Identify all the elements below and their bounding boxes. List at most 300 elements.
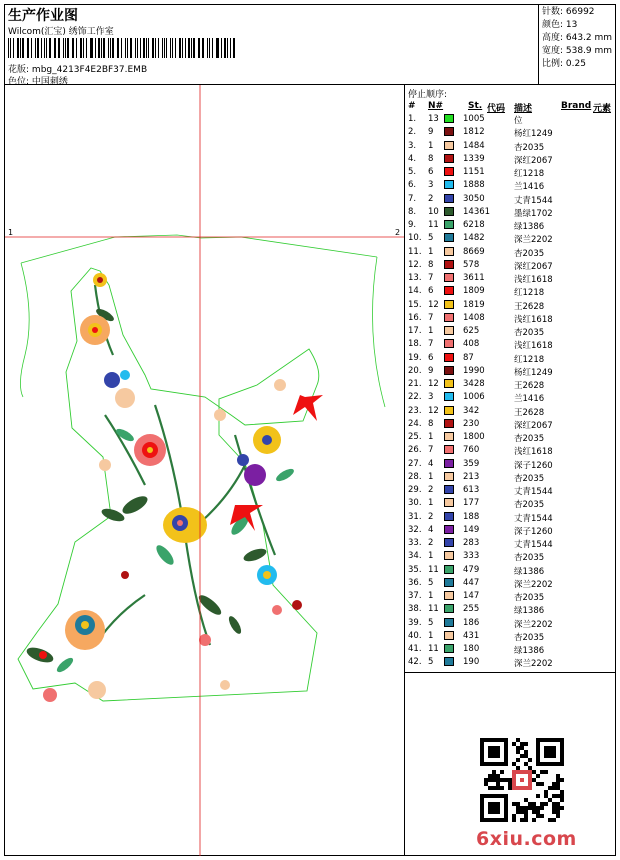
needle-number: 10 (428, 206, 439, 217)
barcode-bar (90, 38, 91, 58)
barcode-bar (121, 38, 122, 58)
stop-row (408, 391, 614, 404)
outline-armhole-left (20, 263, 29, 397)
thread-description: 杏2035 (514, 248, 545, 259)
barcode-bar (37, 38, 39, 58)
stop-row (408, 193, 614, 206)
barcode-bar (170, 38, 171, 58)
barcode-bar (44, 38, 45, 58)
qr-module (512, 802, 516, 806)
qr-module (488, 778, 492, 782)
stop-row (408, 405, 614, 418)
qr-module (492, 770, 496, 774)
stop-index: 42. (408, 657, 422, 668)
color-swatch (444, 657, 454, 666)
color-swatch (444, 114, 454, 123)
stop-row (408, 537, 614, 550)
thread-description: 浅红1618 (514, 447, 553, 458)
needle-number: 1 (428, 140, 434, 151)
stop-row (408, 153, 614, 166)
barcode-bar (212, 38, 213, 58)
barcode-bar (55, 38, 56, 58)
stitch-count: 188 (463, 511, 480, 522)
stop-row (408, 299, 614, 312)
barcode-bar (8, 38, 9, 58)
stop-row (408, 630, 614, 643)
qr-module (516, 802, 520, 806)
barcode-bar (207, 38, 208, 58)
needle-number: 8 (428, 418, 434, 429)
qr-module (548, 798, 552, 802)
barcode-bar (193, 38, 194, 58)
barcode-bar (135, 38, 136, 58)
needle-number: 2 (428, 511, 434, 522)
barcode-bar (221, 38, 222, 58)
barcode-bar (10, 38, 11, 58)
qr-module (516, 746, 520, 750)
barcode-bar (49, 38, 50, 58)
qr-module (512, 814, 516, 818)
stop-row (408, 325, 614, 338)
col-header-num: # (408, 101, 416, 111)
thread-description: 红1218 (514, 288, 545, 299)
barcode-bar (46, 38, 47, 58)
qr-module (560, 794, 564, 798)
barcode-bar (91, 38, 92, 58)
needle-number: 3 (428, 392, 434, 403)
qr-module (532, 778, 536, 782)
barcode-bar (76, 38, 77, 58)
stitch-count: 1809 (463, 286, 485, 297)
barcode-bar (158, 38, 159, 58)
thread-description: 深兰2202 (514, 235, 553, 246)
stitch-count: 213 (463, 471, 480, 482)
stitch-count: 1339 (463, 153, 485, 164)
stitch-count: 255 (463, 604, 480, 615)
stitch-count: 180 (463, 644, 480, 654)
qr-code (480, 738, 564, 822)
stop-index: 18. (408, 339, 422, 350)
needle-number: 7 (428, 339, 434, 350)
qr-module (540, 770, 544, 774)
qr-module (552, 786, 556, 790)
stop-index: 14. (408, 286, 422, 297)
stitch-count: 14361 (463, 206, 491, 217)
qr-module (556, 810, 560, 814)
barcode-bar (31, 38, 32, 58)
qr-module (532, 806, 536, 810)
qr-module (540, 782, 544, 786)
stop-index: 24. (408, 418, 422, 429)
needle-number: 5 (428, 233, 434, 244)
color-swatch (444, 591, 454, 600)
stitch-count: 1800 (463, 432, 485, 442)
color-swatch (444, 485, 454, 494)
stop-index: 11. (408, 246, 422, 257)
barcode-bar (54, 38, 55, 58)
stop-index: 20. (408, 365, 422, 376)
needle-number: 11 (428, 644, 439, 654)
stitch-count: 1990 (463, 365, 485, 376)
qr-module (560, 790, 564, 794)
thread-description: 位 (514, 116, 523, 126)
stop-row (408, 206, 614, 219)
garment-shape (18, 268, 319, 701)
stitch-count: 177 (463, 498, 480, 509)
stop-index: 5. (408, 167, 417, 177)
thread-description: 杏2035 (514, 142, 545, 153)
qr-module (520, 754, 524, 758)
stop-index: 23. (408, 405, 422, 416)
qr-module (536, 810, 540, 814)
col-header-code: 代码 (487, 104, 506, 114)
needle-number: 13 (428, 114, 439, 124)
thread-description: 杨红1249 (514, 129, 553, 140)
color-swatch (444, 551, 454, 560)
qr-module (524, 806, 528, 810)
stop-index: 26. (408, 445, 422, 456)
thread-description: 绿1386 (514, 566, 545, 577)
flower-blue-1 (104, 370, 130, 388)
qr-module (520, 818, 524, 822)
stop-row (408, 418, 614, 431)
needle-number: 3 (428, 180, 434, 191)
stop-index: 9. (408, 220, 417, 230)
stop-row (408, 140, 614, 153)
stop-row (408, 285, 614, 298)
qr-module (528, 802, 532, 806)
qr-module (528, 758, 532, 762)
barcode-bar (162, 38, 163, 58)
stop-row (408, 126, 614, 139)
stop-index: 17. (408, 326, 422, 336)
qr-module (520, 746, 524, 750)
thread-description: 杏2035 (514, 500, 545, 511)
watermark-logo: 6xiu.com (476, 828, 577, 850)
color-swatch (444, 644, 454, 653)
needle-number: 5 (428, 657, 434, 668)
stop-row (408, 259, 614, 272)
needle-number: 6 (428, 286, 434, 297)
flower-peach-left (80, 315, 110, 345)
stitch-count: 1482 (463, 233, 485, 244)
info-scale: 比例: 0.25 (542, 59, 586, 69)
color-swatch (444, 406, 454, 415)
color-swatch (444, 154, 454, 163)
stop-row (408, 458, 614, 471)
stop-index: 12. (408, 259, 422, 270)
needle-number: 11 (428, 604, 439, 615)
needle-number: 2 (428, 193, 434, 204)
qr-module (552, 818, 556, 822)
qr-module (528, 766, 532, 770)
stop-index: 21. (408, 379, 422, 389)
embroidery-design (5, 85, 404, 856)
color-swatch (444, 618, 454, 627)
qr-module (484, 782, 488, 786)
qr-module (496, 786, 500, 790)
stop-index: 39. (408, 617, 422, 628)
color-swatch (444, 578, 454, 587)
qr-module (484, 778, 488, 782)
barcode-bar (125, 38, 126, 58)
needle-number: 6 (428, 167, 434, 177)
info-height: 高度: 643.2 mm (542, 33, 613, 43)
stitch-count: 625 (463, 326, 480, 336)
stop-row (408, 603, 614, 616)
color-swatch (444, 392, 454, 401)
barcode-bar (146, 38, 147, 58)
barcode-bar (140, 38, 141, 58)
qr-module (552, 782, 556, 786)
thread-description: 墨绿1702 (514, 208, 553, 219)
needle-number: 1 (428, 471, 434, 482)
barcode-bar (209, 38, 210, 58)
barcode-bar (27, 38, 28, 58)
stitch-count: 3050 (463, 193, 485, 204)
barcode-bar (28, 38, 29, 58)
needle-number: 7 (428, 312, 434, 323)
stop-row (408, 524, 614, 537)
barcode-bar (216, 38, 217, 58)
stop-row (408, 484, 614, 497)
needle-number: 4 (428, 458, 434, 469)
stop-row (408, 431, 614, 444)
flower-yellow-right (253, 426, 281, 454)
barcode-bar (103, 38, 105, 58)
qr-module (544, 790, 548, 794)
flower-peach-2 (115, 388, 135, 408)
barcode (8, 38, 236, 58)
qr-module (488, 774, 492, 778)
barcode-bar (230, 38, 231, 58)
pattern-value: mbg_4213F4E2BF37.EMB (31, 65, 148, 75)
stop-row (408, 497, 614, 510)
qr-module (552, 810, 556, 814)
stitch-count: 578 (463, 259, 480, 270)
stitch-count: 283 (463, 538, 480, 548)
qr-module (556, 778, 560, 782)
thread-description: 杏2035 (514, 473, 545, 484)
stop-row (408, 511, 614, 524)
qr-module (556, 806, 560, 810)
stop-row (408, 338, 614, 351)
stitch-count: 447 (463, 577, 480, 588)
thread-description: 绿1386 (514, 606, 545, 617)
stitch-count: 408 (463, 339, 480, 350)
needle-number: 9 (428, 365, 434, 376)
stitch-count: 1888 (463, 180, 485, 191)
qr-module (504, 778, 508, 782)
col-header-element: 元素 (593, 104, 612, 114)
qr-module (524, 762, 528, 766)
stop-index: 30. (408, 498, 422, 509)
color-swatch (444, 472, 454, 481)
stitch-count: 1408 (463, 312, 485, 323)
barcode-bar (17, 38, 19, 58)
info-panel (542, 6, 612, 71)
flower-peach-bottom (43, 681, 106, 702)
color-swatch (444, 326, 454, 335)
qr-module (532, 770, 536, 774)
qr-module (516, 806, 520, 810)
color-swatch (444, 286, 454, 295)
qr-module (508, 782, 512, 786)
stitch-count: 1005 (463, 114, 485, 124)
guide-marker-left: 1 (8, 228, 14, 237)
barcode-bar (41, 38, 42, 58)
qr-module (516, 766, 520, 770)
needle-number: 9 (428, 127, 434, 138)
barcode-bar (63, 38, 64, 58)
qr-module (496, 782, 500, 786)
stop-index: 1. (408, 114, 417, 124)
stop-row (408, 656, 614, 669)
barcode-bar (101, 38, 102, 58)
qr-module (520, 810, 524, 814)
qr-module (556, 794, 560, 798)
color-swatch (444, 445, 454, 454)
color-swatch (444, 459, 454, 468)
barcode-bar (191, 38, 192, 58)
thread-description: 丈青1544 (514, 540, 553, 550)
embroidery-motifs (25, 273, 323, 702)
color-swatch (444, 604, 454, 613)
barcode-bar (166, 38, 167, 58)
barcode-bar (199, 38, 200, 58)
qr-module (528, 806, 532, 810)
qr-module (532, 802, 536, 806)
col-header-brand: Brand (561, 101, 592, 111)
thread-description: 绿1386 (514, 222, 545, 232)
needle-number: 2 (428, 538, 434, 548)
stitch-count: 1484 (463, 140, 485, 151)
qr-module (512, 818, 516, 822)
needle-number: 1 (428, 591, 434, 601)
thread-description: 浅红1618 (514, 275, 553, 285)
qr-module (552, 802, 556, 806)
qr-module (500, 770, 504, 774)
qr-module (552, 806, 556, 810)
stop-sequence-list (408, 113, 614, 670)
stop-index: 32. (408, 524, 422, 535)
stop-row (408, 312, 614, 325)
qr-module (492, 778, 496, 782)
stop-index: 38. (408, 604, 422, 615)
thread-description: 杏2035 (514, 632, 545, 643)
thread-description: 红1218 (514, 169, 545, 179)
barcode-bar (86, 38, 87, 58)
thread-description: 丈青1544 (514, 195, 553, 206)
qr-module (520, 806, 524, 810)
thread-description: 杏2035 (514, 434, 545, 444)
qr-module (492, 774, 496, 778)
stop-index: 25. (408, 432, 422, 442)
stitch-count: 3611 (463, 273, 485, 283)
barcode-bar (13, 38, 14, 58)
stop-row (408, 590, 614, 603)
stop-row (408, 643, 614, 656)
color-swatch (444, 273, 454, 282)
stop-row (408, 352, 614, 365)
needle-number: 7 (428, 445, 434, 456)
stop-row (408, 550, 614, 563)
barcode-bar (20, 38, 21, 58)
color-swatch (444, 432, 454, 441)
stop-index: 19. (408, 352, 422, 363)
stop-index: 28. (408, 471, 422, 482)
color-swatch (444, 631, 454, 640)
qr-module (488, 746, 500, 758)
qr-module (516, 810, 520, 814)
stop-row (408, 179, 614, 192)
qr-module (524, 750, 528, 754)
qr-module (548, 818, 552, 822)
barcode-bar (164, 38, 165, 58)
stop-row (408, 232, 614, 245)
thread-description: 深红2067 (514, 155, 553, 166)
flower-red-right (293, 395, 323, 421)
color-swatch (444, 512, 454, 521)
color-swatch (444, 247, 454, 256)
thread-description: 浅红1618 (514, 314, 553, 325)
stitch-count: 1151 (463, 167, 485, 177)
barcode-bar (110, 38, 111, 58)
stop-row (408, 246, 614, 259)
qr-module (492, 786, 496, 790)
stop-index: 13. (408, 273, 422, 283)
barcode-bar (179, 38, 181, 58)
thread-description: 王2628 (514, 407, 545, 418)
barcode-bar (65, 38, 66, 58)
qr-module (540, 814, 544, 818)
stitch-count: 1812 (463, 127, 485, 138)
stitch-count: 431 (463, 630, 480, 641)
stitch-count: 760 (463, 445, 480, 456)
color-swatch (444, 339, 454, 348)
stop-sequence-title: 停止顺序: (408, 90, 448, 100)
stop-index: 31. (408, 511, 422, 522)
qr-module (560, 806, 564, 810)
color-swatch (444, 313, 454, 322)
info-divider (538, 4, 539, 84)
page-title: 生产作业图 (8, 8, 78, 24)
needle-number: 1 (428, 246, 434, 257)
color-swatch (444, 538, 454, 547)
stop-row (408, 219, 614, 232)
color-swatch (444, 498, 454, 507)
qr-module (540, 806, 544, 810)
qr-module (524, 814, 528, 818)
barcode-bar (95, 38, 96, 58)
color-swatch (444, 167, 454, 176)
color-label: 色位: (8, 77, 30, 87)
thread-description: 绿1386 (514, 646, 545, 656)
stop-index: 2. (408, 127, 417, 138)
qr-module (516, 750, 520, 754)
stop-row (408, 365, 614, 378)
barcode-bar (72, 38, 73, 58)
stop-index: 34. (408, 551, 422, 562)
stop-index: 8. (408, 206, 417, 217)
needle-number: 1 (428, 326, 434, 336)
barcode-bar (67, 38, 68, 58)
stitch-count: 1006 (463, 392, 485, 403)
qr-module (512, 762, 516, 766)
flower-blue-right (257, 565, 277, 585)
outline-shoulder-left (21, 237, 115, 263)
color-swatch (444, 260, 454, 269)
